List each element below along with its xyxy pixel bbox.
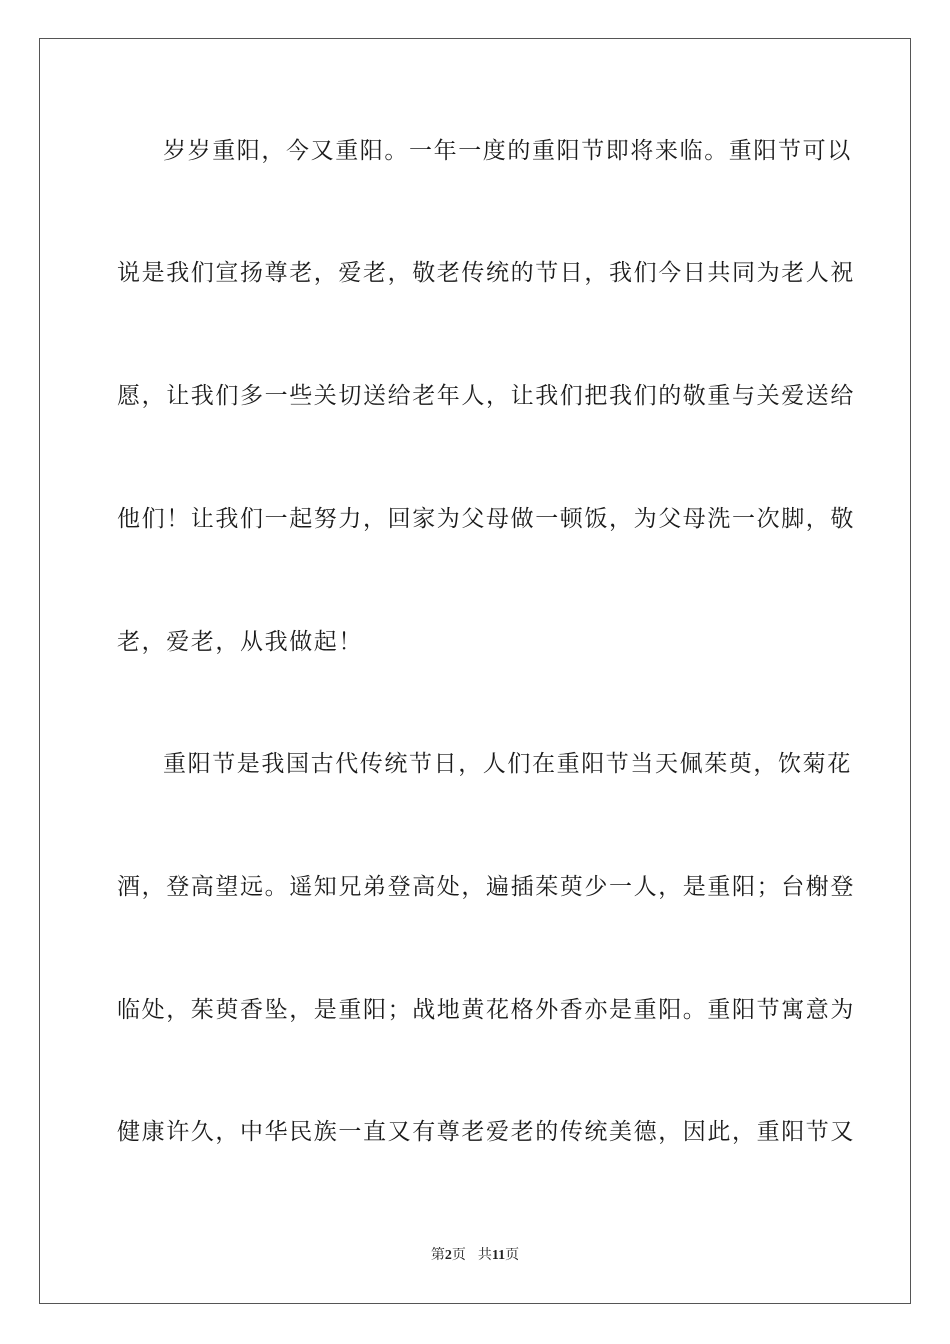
page-number: 2 — [444, 1248, 452, 1263]
total-label-prefix: 共 — [477, 1248, 492, 1263]
paragraph-1-line-2: 说是我们宣扬尊老，爱老，敬老传统的节日，我们今日共同为老人祝 — [117, 260, 855, 286]
total-label-suffix: 页 — [505, 1248, 520, 1263]
paragraph-2-line-3: 临处，茱萸香坠，是重阳；战地黄花格外香亦是重阳。重阳节寓意为 — [117, 997, 855, 1023]
page-label-prefix: 第 — [430, 1248, 445, 1263]
paragraph-1-line-3: 愿，让我们多一些关切送给老年人，让我们把我们的敬重与关爱送给 — [117, 383, 855, 409]
paragraph-1-line-4: 他们！让我们一起努力，回家为父母做一顿饭，为父母洗一次脚，敬 — [117, 506, 855, 532]
page-footer — [0, 1247, 950, 1265]
total-pages: 11 — [491, 1248, 506, 1263]
page-label-suffix: 页 — [451, 1248, 466, 1263]
paragraph-1-line-5: 老，爱老，从我做起！ — [117, 629, 363, 655]
paragraph-2-line-2: 酒，登高望远。遥知兄弟登高处，遍插茱萸少一人，是重阳；台榭登 — [117, 874, 855, 900]
paragraph-2-line-4: 健康许久，中华民族一直又有尊老爱老的传统美德，因此，重阳节又 — [117, 1119, 855, 1145]
paragraph-2-line-1: 重阳节是我国古代传统节日，人们在重阳节当天佩茱萸，饮菊花 — [163, 751, 852, 777]
page-border — [39, 38, 911, 1304]
paragraph-1-line-1: 岁岁重阳，今又重阳。一年一度的重阳节即将来临。重阳节可以 — [163, 138, 852, 164]
